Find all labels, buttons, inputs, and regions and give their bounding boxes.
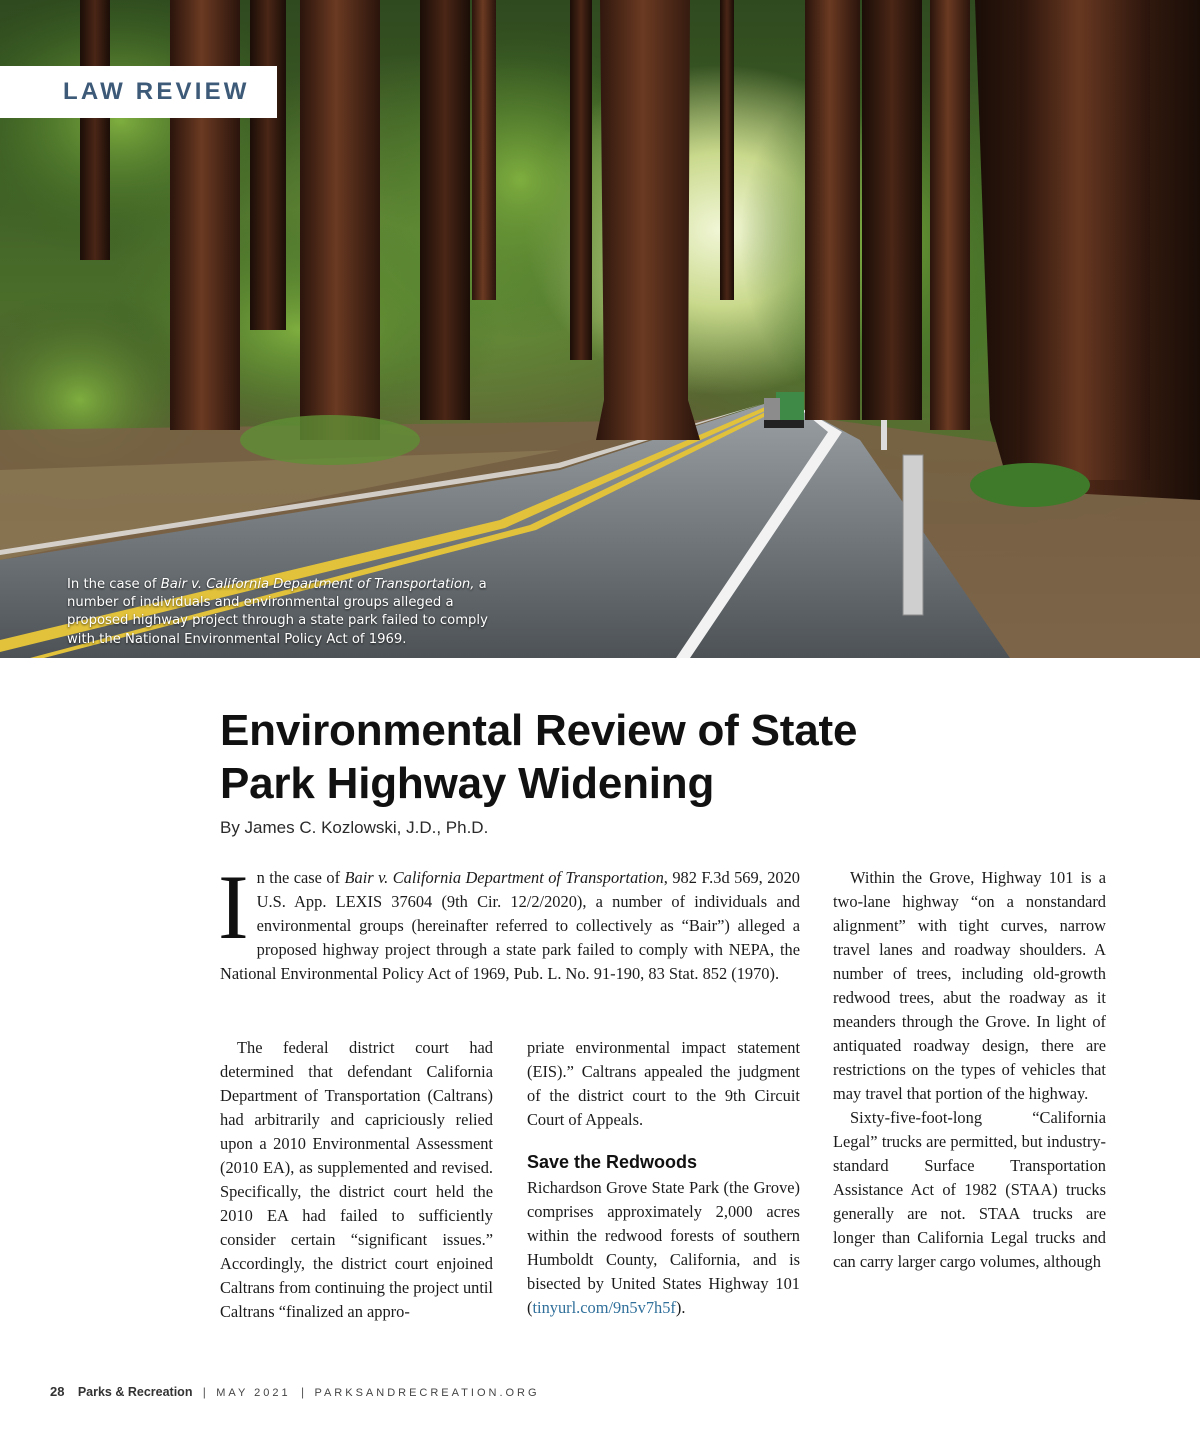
body-column-3 <box>833 866 1106 1274</box>
body-column-2 <box>527 1036 800 1320</box>
lead-text-after: , 982 F.3d 569, 2020 U.S. App. LEXIS 37604 (9th Cir. 12/2/2020), a number of individuals and environmental groups (hereinafter referred to collectively as “Bair”) alleged a proposed highway project through a state park failed to comply with NEPA, the National Environmental Policy Act of 1969, Pub. L. No. 91-190, 83 Stat. 852 (1970). <box>220 868 801 983</box>
section-tag-label: LAW REVIEW <box>63 78 250 105</box>
caption-rest: a number of individuals and environmental groups alleged a proposed highway project through a state park failed to comply with the National Environmental Policy Act of 1969. <box>67 577 488 647</box>
body-column-1 <box>220 1036 493 1324</box>
title-line-2: Park Highway Widening <box>220 759 715 808</box>
lead-paragraph <box>218 856 801 986</box>
article-title <box>220 704 980 810</box>
byline: By James C. Kozlowski, J.D., Ph.D. <box>220 818 489 837</box>
body-paragraph: Sixty-five-foot-long “California Legal” trucks are permitted, but industry-standard Surface Transportation Assistance Act of 1982 (STAA) trucks generally are not. STAA trucks are longer than California Legal trucks and can carry larger cargo volumes, although <box>833 1108 1106 1271</box>
title-line-1: Environmental Review of State <box>220 706 858 755</box>
tinyurl-link[interactable]: tinyurl.com/9n5v7h5f <box>532 1298 676 1317</box>
magazine-name: Parks & Recreation <box>77 1385 193 1399</box>
body-paragraph: priate environmental impact statement (EIS).” Caltrans appealed the judgment of the district court to the 9th Circuit Court of Appeals. <box>527 1038 800 1129</box>
issue-date: MAY 2021 <box>216 1387 291 1399</box>
lead-case-name: Bair v. California Department of Transportation <box>344 868 664 887</box>
website-url[interactable]: PARKSANDRECREATION.ORG <box>314 1387 540 1399</box>
subheading: Save the Redwoods <box>527 1152 698 1172</box>
body-paragraph <box>527 1176 800 1320</box>
paragraph-end: ). <box>675 1298 686 1317</box>
caption-prefix: In the case of <box>67 577 161 592</box>
page-number: 28 <box>50 1384 65 1399</box>
hero-photo <box>0 0 1200 658</box>
body-paragraph: The federal district court had determined that defendant California Department of Transportation (Caltrans) had arbitrarily and capriciously relied upon a 2010 Environmental Assessment (2010 EA), as supplemented and revised. Specifically, the district court held the 2010 EA had failed to sufficiently consider certain “significant issues.” Accordingly, the district court enjoined Caltrans from continuing the project until Caltrans “finalized an appro- <box>220 1038 493 1321</box>
caption-case-name: Bair v. California Department of Transportation, <box>160 577 475 592</box>
lead-text-before: n the case of <box>256 868 345 887</box>
drop-cap: I <box>218 856 249 958</box>
paragraph-text: Richardson Grove State Park (the Grove) comprises approximately 2,000 acres within the redwood forests of southern Humboldt County, California, and is bisected by United States Highway 101 ( <box>527 1178 800 1317</box>
footer-separator: | <box>202 1385 206 1399</box>
section-tag <box>0 66 277 118</box>
footer-separator: | <box>300 1385 305 1399</box>
body-paragraph: Within the Grove, Highway 101 is a two-lane highway “on a nonstandard alignment” with tight curves, narrow travel lanes and roadway shoulders. A number of trees, including old-growth redwood trees, abut the roadway as it meanders through the Grove. In light of antiquated roadway design, there are restrictions on the types of vehicles that may travel that portion of the highway. <box>833 868 1106 1103</box>
page-footer <box>50 1384 540 1399</box>
photo-caption <box>67 576 507 649</box>
